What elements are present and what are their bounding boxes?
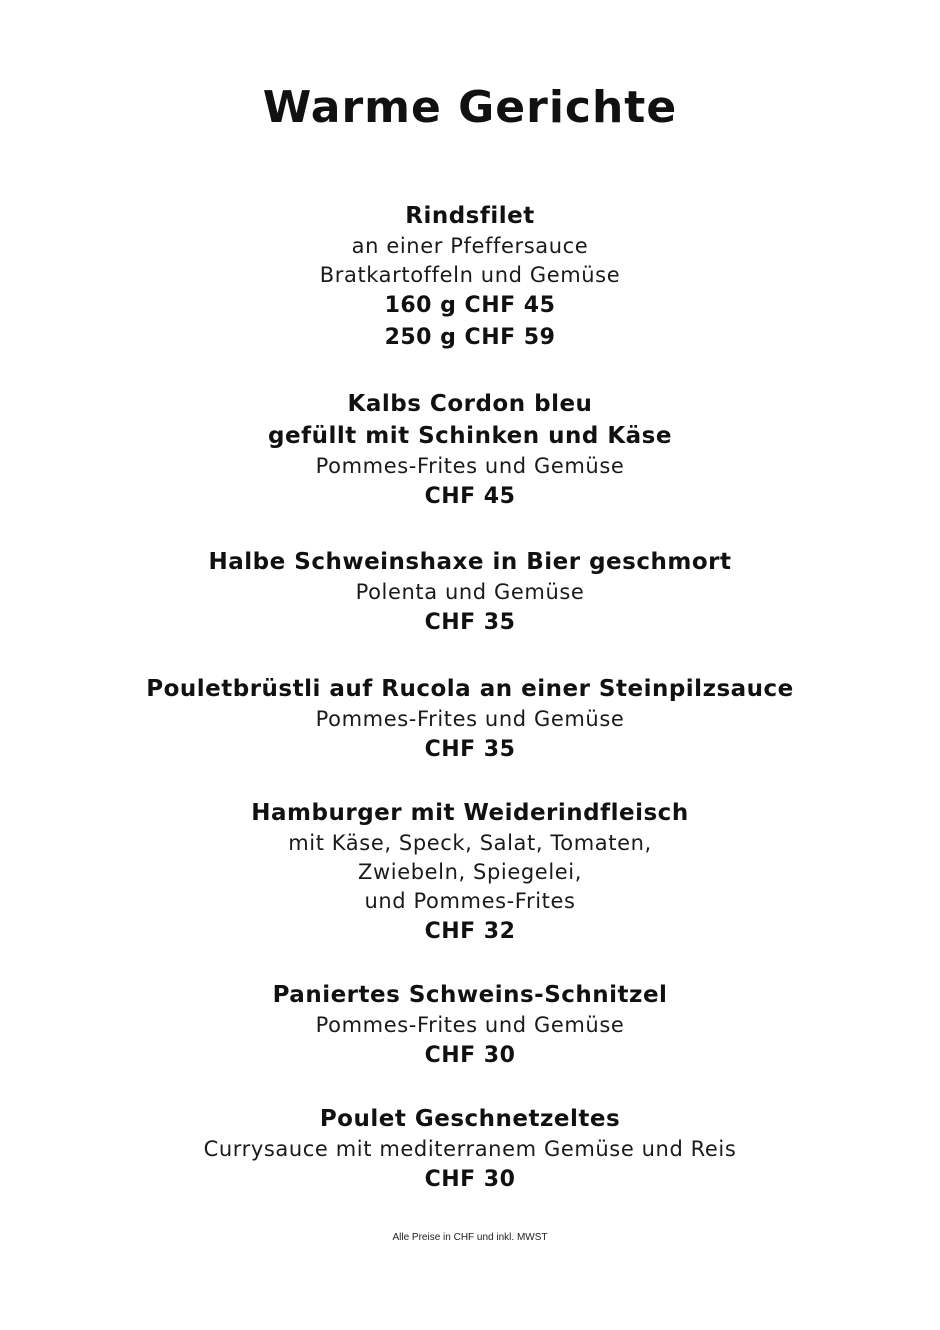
dish-schweinshaxe bbox=[0, 546, 940, 639]
dish-poulet-geschnetzeltes bbox=[0, 1103, 940, 1196]
dish-rindsfilet bbox=[0, 200, 940, 354]
dish-description: und Pommes-Frites bbox=[364, 889, 576, 913]
dish-description: Bratkartoffeln und Gemüse bbox=[319, 263, 621, 287]
dish-schweins-schnitzel bbox=[0, 979, 940, 1072]
dish-name: Kalbs Cordon bleu bbox=[347, 391, 593, 417]
dish-description: Polenta und Gemüse bbox=[355, 580, 585, 604]
dish-pouletbruestli bbox=[0, 673, 940, 766]
dish-price: CHF 30 bbox=[424, 1167, 516, 1192]
dish-price: CHF 35 bbox=[424, 737, 516, 762]
dish-price: CHF 30 bbox=[424, 1043, 516, 1068]
dish-kalbs-cordon-bleu bbox=[0, 388, 940, 513]
dish-description: Pommes-Frites und Gemüse bbox=[315, 454, 625, 478]
dish-description: mit Käse, Speck, Salat, Tomaten, bbox=[288, 831, 652, 855]
dish-name: Rindsfilet bbox=[405, 203, 535, 229]
dish-description: Pommes-Frites und Gemüse bbox=[315, 707, 625, 731]
dish-price: 250 g CHF 59 bbox=[384, 325, 556, 350]
dish-hamburger bbox=[0, 797, 940, 948]
dish-price: 160 g CHF 45 bbox=[384, 293, 556, 318]
price-footnote: Alle Preise in CHF und inkl. MWST bbox=[392, 1232, 548, 1243]
dish-price: CHF 32 bbox=[424, 919, 516, 944]
dish-name: Hamburger mit Weiderindfleisch bbox=[251, 800, 689, 826]
dish-name: Halbe Schweinshaxe in Bier geschmort bbox=[208, 549, 732, 575]
dish-description: Pommes-Frites und Gemüse bbox=[315, 1013, 625, 1037]
dish-name: gefüllt mit Schinken und Käse bbox=[268, 423, 672, 449]
dish-name: Paniertes Schweins-Schnitzel bbox=[272, 982, 668, 1008]
dish-name: Poulet Geschnetzeltes bbox=[319, 1106, 621, 1132]
dish-description: Zwiebeln, Spiegelei, bbox=[358, 860, 582, 884]
dish-price: CHF 45 bbox=[424, 484, 516, 509]
dish-description: Currysauce mit mediterranem Gemüse und Reis bbox=[203, 1137, 737, 1161]
dish-name: Pouletbrüstli auf Rucola an einer Steinpilzsauce bbox=[146, 676, 794, 702]
dish-description: an einer Pfeffersauce bbox=[351, 234, 589, 258]
dish-price: CHF 35 bbox=[424, 610, 516, 635]
page-title: Warme Gerichte bbox=[262, 82, 678, 133]
